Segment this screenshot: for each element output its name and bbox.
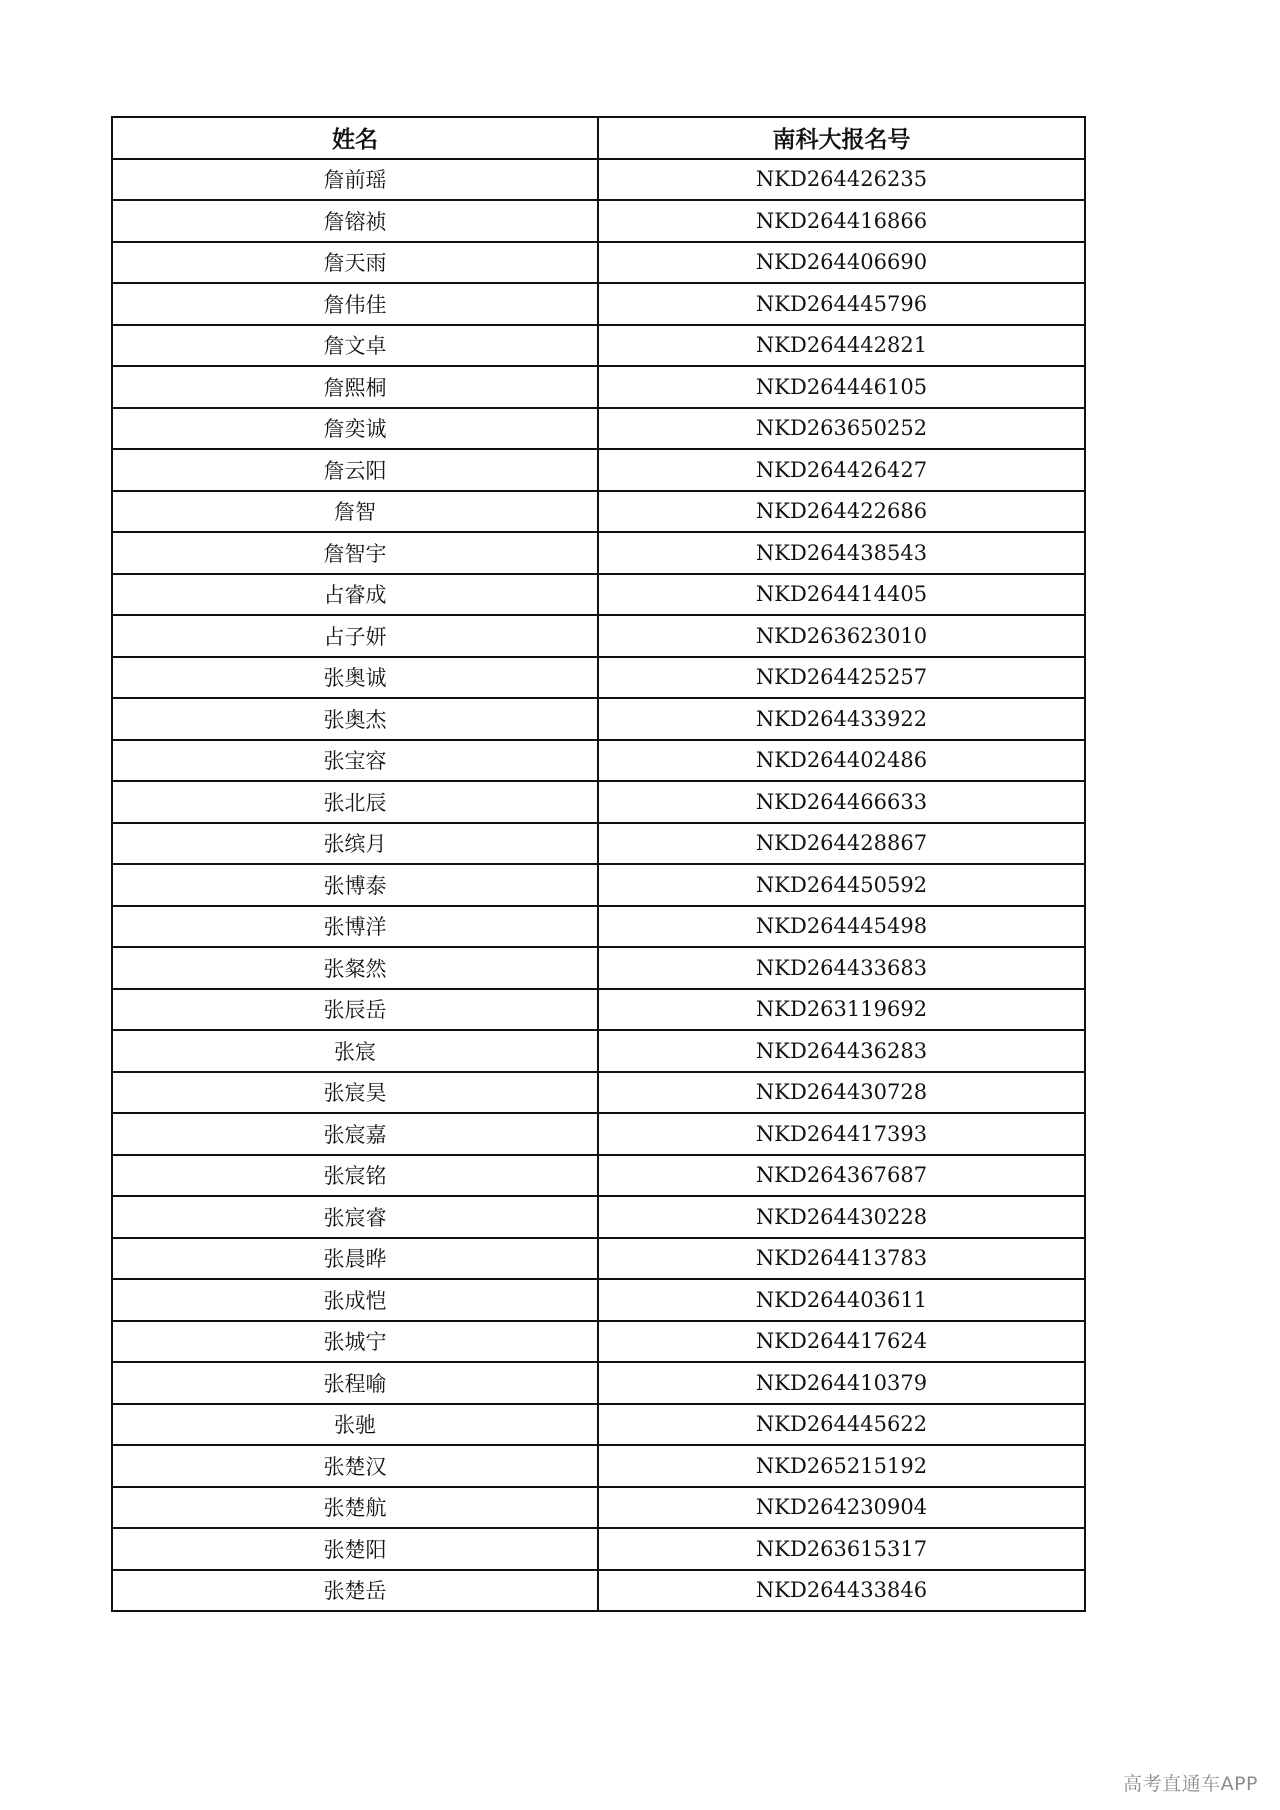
cell-name: 张博洋 — [112, 906, 598, 948]
table-row — [112, 283, 1085, 325]
cell-registration-number: NKD263615317 — [598, 1528, 1085, 1570]
cell-registration-number: NKD263650252 — [598, 408, 1085, 450]
cell-registration-number: NKD264367687 — [598, 1155, 1085, 1197]
cell-name: 张驰 — [112, 1404, 598, 1446]
table-row — [112, 1030, 1085, 1072]
table-row — [112, 408, 1085, 450]
table-row — [112, 1445, 1085, 1487]
table-row — [112, 781, 1085, 823]
cell-name: 张北辰 — [112, 781, 598, 823]
cell-name: 詹镕祯 — [112, 200, 598, 242]
cell-registration-number: NKD264450592 — [598, 864, 1085, 906]
table-row — [112, 1238, 1085, 1280]
table-row — [112, 1528, 1085, 1570]
cell-name: 詹前瑶 — [112, 159, 598, 201]
cell-registration-number: NKD264403611 — [598, 1279, 1085, 1321]
cell-registration-number: NKD264414405 — [598, 574, 1085, 616]
cell-name: 张楚航 — [112, 1487, 598, 1529]
cell-name: 詹天雨 — [112, 242, 598, 284]
cell-registration-number: NKD264445622 — [598, 1404, 1085, 1446]
table-row — [112, 1362, 1085, 1404]
cell-name: 占子妍 — [112, 615, 598, 657]
header-row — [112, 117, 1085, 159]
table-row — [112, 698, 1085, 740]
cell-registration-number: NKD264410379 — [598, 1362, 1085, 1404]
cell-registration-number: NKD264416866 — [598, 200, 1085, 242]
cell-name: 张晨晔 — [112, 1238, 598, 1280]
cell-registration-number: NKD264466633 — [598, 781, 1085, 823]
cell-registration-number: NKD264430228 — [598, 1196, 1085, 1238]
column-header-name: 姓名 — [112, 117, 598, 159]
cell-registration-number: NKD264445796 — [598, 283, 1085, 325]
table-header — [112, 117, 1085, 159]
cell-registration-number: NKD264417624 — [598, 1321, 1085, 1363]
table-row — [112, 1072, 1085, 1114]
cell-name: 张城宁 — [112, 1321, 598, 1363]
table-row — [112, 242, 1085, 284]
cell-registration-number: NKD264436283 — [598, 1030, 1085, 1072]
cell-registration-number: NKD264442821 — [598, 325, 1085, 367]
cell-name: 詹熙桐 — [112, 366, 598, 408]
table-row — [112, 1155, 1085, 1197]
cell-name: 张宸铭 — [112, 1155, 598, 1197]
table-row — [112, 989, 1085, 1031]
table-row — [112, 1279, 1085, 1321]
cell-name: 詹云阳 — [112, 449, 598, 491]
cell-name: 张成恺 — [112, 1279, 598, 1321]
table-row — [112, 532, 1085, 574]
cell-registration-number: NKD264433683 — [598, 947, 1085, 989]
cell-name: 张缤月 — [112, 823, 598, 865]
table-row — [112, 366, 1085, 408]
cell-registration-number: NKD264426427 — [598, 449, 1085, 491]
cell-registration-number: NKD264425257 — [598, 657, 1085, 699]
table-row — [112, 947, 1085, 989]
cell-name: 占睿成 — [112, 574, 598, 616]
cell-name: 詹智 — [112, 491, 598, 533]
cell-registration-number: NKD264445498 — [598, 906, 1085, 948]
table-row — [112, 1113, 1085, 1155]
cell-registration-number: NKD264413783 — [598, 1238, 1085, 1280]
table-row — [112, 1570, 1085, 1612]
cell-registration-number: NKD264433846 — [598, 1570, 1085, 1612]
roster-table — [111, 116, 1086, 1612]
table-row — [112, 1196, 1085, 1238]
table-row — [112, 574, 1085, 616]
cell-name: 张奥杰 — [112, 698, 598, 740]
table-row — [112, 159, 1085, 201]
cell-registration-number: NKD264446105 — [598, 366, 1085, 408]
cell-registration-number: NKD264422686 — [598, 491, 1085, 533]
cell-registration-number: NKD264417393 — [598, 1113, 1085, 1155]
table-row — [112, 823, 1085, 865]
cell-name: 张粲然 — [112, 947, 598, 989]
table-row — [112, 491, 1085, 533]
cell-name: 张宝容 — [112, 740, 598, 782]
cell-registration-number: NKD265215192 — [598, 1445, 1085, 1487]
table-row — [112, 200, 1085, 242]
table-row — [112, 449, 1085, 491]
table-row — [112, 615, 1085, 657]
cell-name: 詹智宇 — [112, 532, 598, 574]
table-row — [112, 1404, 1085, 1446]
cell-registration-number: NKD263623010 — [598, 615, 1085, 657]
cell-registration-number: NKD264428867 — [598, 823, 1085, 865]
table-row — [112, 906, 1085, 948]
cell-name: 张楚汉 — [112, 1445, 598, 1487]
cell-name: 詹文卓 — [112, 325, 598, 367]
cell-name: 张宸嘉 — [112, 1113, 598, 1155]
cell-name: 张宸昊 — [112, 1072, 598, 1114]
cell-registration-number: NKD264433922 — [598, 698, 1085, 740]
cell-registration-number: NKD264402486 — [598, 740, 1085, 782]
cell-name: 张博泰 — [112, 864, 598, 906]
table-row — [112, 864, 1085, 906]
cell-registration-number: NKD264426235 — [598, 159, 1085, 201]
cell-name: 张楚岳 — [112, 1570, 598, 1612]
column-header-registration-number: 南科大报名号 — [598, 117, 1085, 159]
cell-registration-number: NKD264430728 — [598, 1072, 1085, 1114]
cell-name: 张程喻 — [112, 1362, 598, 1404]
cell-name: 张楚阳 — [112, 1528, 598, 1570]
cell-name: 张宸 — [112, 1030, 598, 1072]
cell-name: 张奥诚 — [112, 657, 598, 699]
cell-registration-number: NKD264406690 — [598, 242, 1085, 284]
cell-registration-number: NKD264230904 — [598, 1487, 1085, 1529]
cell-registration-number: NKD263119692 — [598, 989, 1085, 1031]
table-row — [112, 1321, 1085, 1363]
watermark-text: 高考直通车APP — [1123, 1773, 1258, 1795]
cell-name: 詹伟佳 — [112, 283, 598, 325]
cell-registration-number: NKD264438543 — [598, 532, 1085, 574]
table-row — [112, 657, 1085, 699]
table-row — [112, 1487, 1085, 1529]
cell-name: 张宸睿 — [112, 1196, 598, 1238]
table-row — [112, 740, 1085, 782]
cell-name: 詹奕诚 — [112, 408, 598, 450]
cell-name: 张辰岳 — [112, 989, 598, 1031]
table-body — [112, 159, 1085, 1612]
table-row — [112, 325, 1085, 367]
